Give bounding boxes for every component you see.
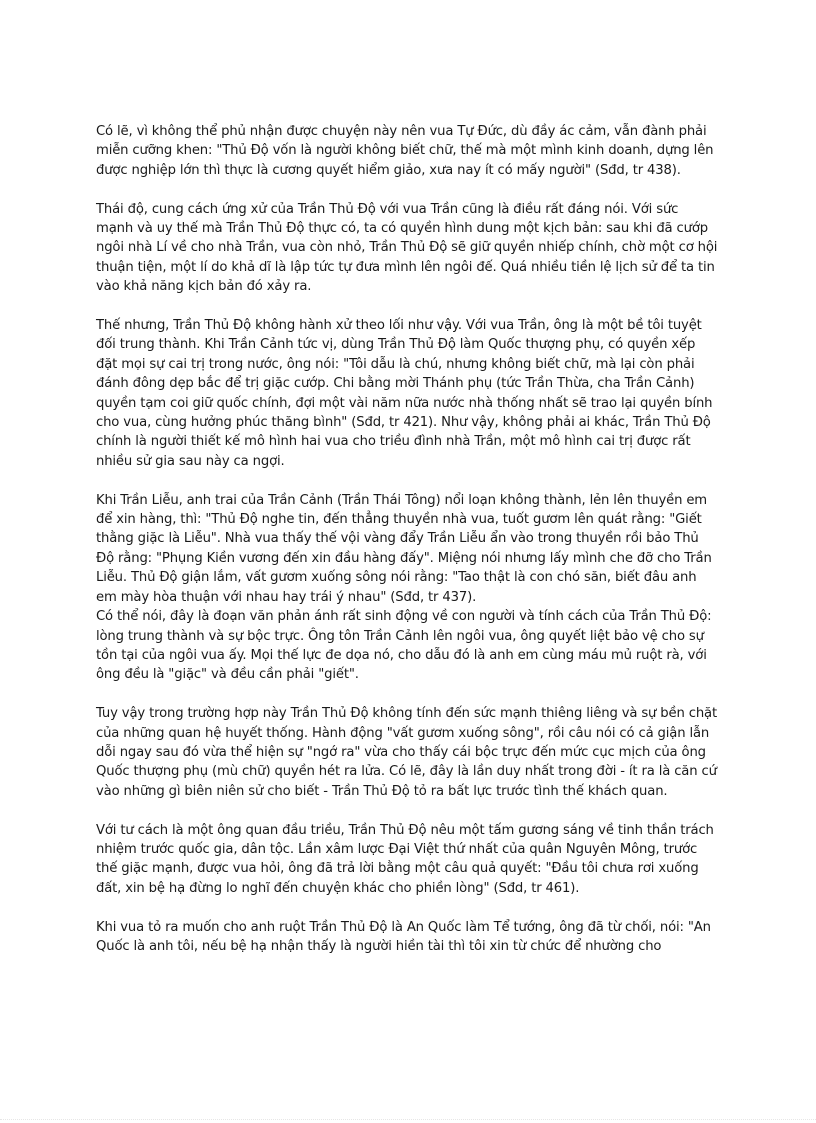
paragraph-an-quoc: Khi vua tỏ ra muốn cho anh ruột Trần Thủ Độ là An Quốc làm Tể tướng, ông đã từ chối, nói: "An Quốc là anh tôi, nếu bệ hạ nhận thấy là người hiền tài thì tôi xin từ chức để nhường cho: [96, 919, 711, 954]
document-body: [96, 122, 718, 956]
page-bottom-divider: [0, 1119, 816, 1120]
paragraph-character-analysis: Có thể nói, đây là đoạn văn phản ánh rất sinh động về con người và tính cách của Trần Thủ Độ: lòng trung thành và sự bộc trực. Ông tôn Trần Cảnh lên ngôi vua, ông quyết liệt bảo vệ cho sự tồn tại của ngôi vua ấy. Mọi thế lực đe dọa nó, cho dẫu đó là anh em cùng máu mủ ruột rà, với ông đều là "giặc" và đều cần phải "giết".: [96, 609, 712, 683]
paragraph-responsibility: Với tư cách là một ông quan đầu triều, Trần Thủ Độ nêu một tấm gương sáng về tinh thần trách nhiệm trước quốc gia, dân tộc. Lần xâm lược Đại Việt thứ nhất của quân Nguyên Mông, trước thế giặc mạnh, được vua hỏi, ông đã trả lời bằng một câu quả quyết: "Đầu tôi chưa rơi xuống đất, xin bệ hạ đừng lo nghĩ đến chuyện khác cho phiền lòng" (Sđd, tr 461).: [96, 822, 714, 896]
paragraph-attitude-to-king: Thái độ, cung cách ứng xử của Trần Thủ Độ với vua Trần cũng là điều rất đáng nói. Với sức mạnh và uy thế mà Trần Thủ Độ thực có, ta có quyền hình dung một kịch bản: sau khi đã cướp ngôi nhà Lí về cho nhà Trần, vua còn nhỏ, Trần Thủ Độ sẽ giữ quyền nhiếp chính, chờ một cơ hội thuận tiện, một lí do khả dĩ là lập tức tự đưa mình lên ngôi đế. Quá nhiều tiền lệ lịch sử để ta tin vào khả năng kịch bản đó xảy ra.: [96, 201, 718, 295]
paragraph-loyal-subject: Thế nhưng, Trần Thủ Độ không hành xử theo lối như vậy. Với vua Trần, ông là một bề tôi tuyệt đối trung thành. Khi Trần Cảnh tức vị, dùng Trần Thủ Độ làm Quốc thượng phụ, có quyền xếp đặt mọi sự cai trị trong nước, ông nói: "Tôi dẫu là chú, nhưng không biết chữ, mà lại còn phải đánh đông dẹp bắc để trị giặc cướp. Chi bằng mời Thánh phụ (tức Trần Thừa, cha Trần Cảnh) quyền tạm coi giữ quốc chính, đợi một vài năm nữa nước nhà thống nhất sẽ trao lại quyền bính cho vua, cùng hưởng phúc thăng bình" (Sđd, tr 421). Như vậy, không phải ai khác, Trần Thủ Độ chính là người thiết kế mô hình hai vua cho triều đình nhà Trần, một mô hình cai trị được rất nhiều sử gia sau này ca ngợi.: [96, 318, 713, 469]
paragraph-tran-lieu-rebellion: Khi Trần Liễu, anh trai của Trần Cảnh (Trần Thái Tông) nổi loạn không thành, lẻn lên thuyền em để xin hàng, thì: "Thủ Độ nghe tin, đến thẳng thuyền nhà vua, tuốt gươm lên quát rằng: "Giết thằng giặc là Liễu". Nhà vua thấy thế vội vàng đẩy Trần Liễu ẩn vào trong thuyền rồi bảo Thủ Độ rằng: "Phụng Kiền vương đến xin đầu hàng đấy". Miệng nói nhưng lấy mình che đỡ cho Trần Liễu. Thủ Độ giận lắm, vất gươm xuống sông nói rằng: "Tao thật là con chó săn, biết đâu anh em mày hòa thuận với nhau hay trái ý nhau" (Sđd, tr 437).: [96, 492, 712, 605]
paragraph-blood-ties: Tuy vậy trong trường hợp này Trần Thủ Độ không tính đến sức mạnh thiêng liêng và sự bền chặt của những quan hệ huyết thống. Hành động "vất gươm xuống sông", rồi câu nói có cả giận lẫn dỗi ngay sau đó vừa thể hiện sự "ngớ ra" vừa cho thấy cái bộc trực đến mức cục mịch của ông Quốc thượng phụ (mù chữ) quyền hét ra lửa. Có lẽ, đây là lần duy nhất trong đời - ít ra là căn cứ vào những gì biên niên sử cho biết - Trần Thủ Độ tỏ ra bất lực trước tình thế khách quan.: [96, 706, 718, 799]
paragraph-tu-duc-praise: Có lẽ, vì không thể phủ nhận được chuyện này nên vua Tự Đức, dù đầy ác cảm, vẫn đành phải miễn cưỡng khen: "Thủ Độ vốn là người không biết chữ, thế mà một mình kinh doanh, dựng lên được nghiệp lớn thì thực là cương quyết hiểm giảo, xưa nay ít có mấy người" (Sđd, tr 438).: [96, 124, 714, 178]
